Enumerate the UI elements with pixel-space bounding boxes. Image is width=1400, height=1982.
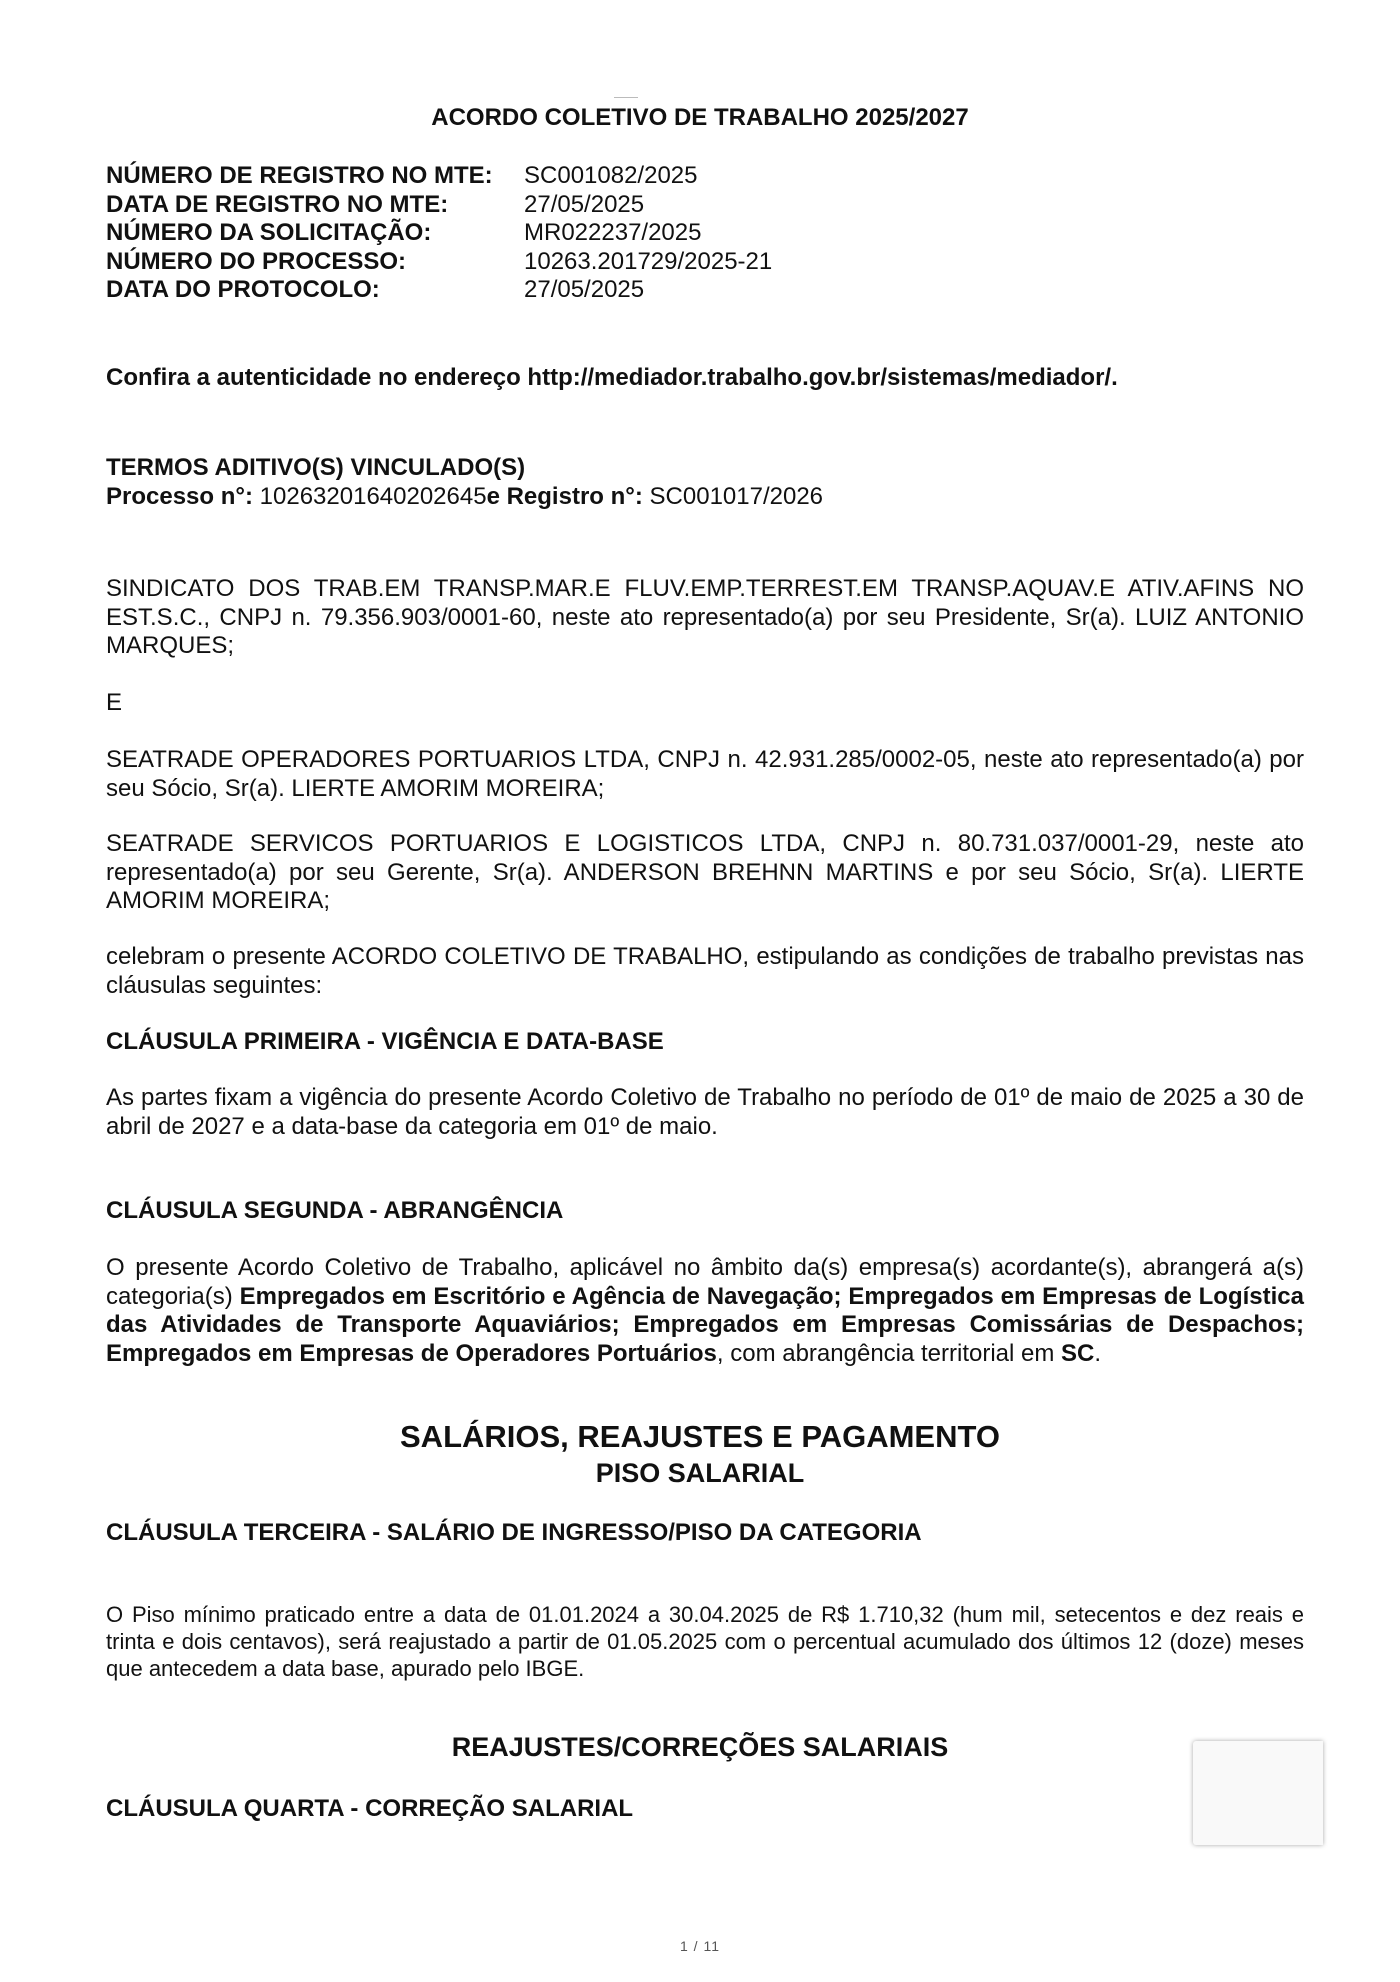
registro-label: e Registro n°: bbox=[486, 483, 643, 510]
clause-2-categories: Empregados em Escritório e Agência de Navegação; Empregados em Empresas de Logística das Atividades de Transporte Aquaviários; Empregados em Empresas Comissárias de Despachos; Empregados em Empresas de Operadores Portuários bbox=[106, 1282, 1304, 1367]
registration-value: 27/05/2025 bbox=[524, 276, 645, 303]
party-conjunction: E bbox=[106, 689, 123, 716]
clause-1-text: As partes fixam a vigência do presente Acordo Coletivo de Trabalho no período de 01º de maio de 2025 a 30 de abril de 2027 e a data-base da categoria em 01º de maio. bbox=[106, 1084, 1304, 1140]
registration-label: NÚMERO DO PROCESSO: bbox=[106, 247, 407, 275]
registration-row bbox=[106, 276, 772, 305]
registration-label: NÚMERO DE REGISTRO NO MTE: bbox=[106, 162, 493, 189]
party-company-2: SEATRADE SERVICOS PORTUARIOS E LOGISTICOS LTDA, CNPJ n. 80.731.037/0001-29, neste ato representado(a) por seu Gerente, Sr(a). ANDERSON BREHNN MARTINS e por seu Sócio, Sr(a). LIERTE AMORIM MOREIRA; bbox=[106, 830, 1304, 914]
clause-2-territory: SC bbox=[1061, 1339, 1095, 1367]
aditivo-heading: TERMOS ADITIVO(S) VINCULADO(S) bbox=[106, 454, 526, 481]
registration-value: 10263.201729/2025-21 bbox=[524, 247, 773, 275]
registration-row bbox=[106, 162, 772, 191]
registration-label: NÚMERO DA SOLICITAÇÃO: bbox=[106, 219, 432, 246]
registration-row bbox=[106, 219, 772, 248]
party-company-1: SEATRADE OPERADORES PORTUARIOS LTDA, CNPJ n. 42.931.285/0002-05, neste ato representado(a) por seu Sócio, Sr(a). LIERTE AMORIM MOREIRA; bbox=[106, 746, 1304, 802]
clause-2-title: CLÁUSULA SEGUNDA - ABRANGÊNCIA bbox=[106, 1197, 564, 1224]
aditivo-line bbox=[106, 482, 823, 511]
authenticity-notice: Confira a autenticidade no endereço http://mediador.trabalho.gov.br/sistemas/mediador/. bbox=[106, 364, 1118, 391]
section-title-salarios: SALÁRIOS, REAJUSTES E PAGAMENTO bbox=[400, 1419, 1000, 1454]
registration-value: 27/05/2025 bbox=[524, 190, 645, 218]
header-divider bbox=[614, 97, 638, 98]
aditivo-block bbox=[106, 453, 823, 511]
clause-2-text-start: O presente Acordo Coletivo de Trabalho, aplicável no âmbito da(s) empresa(s) acordante(s), abrangerá a(s) categoria(s) bbox=[106, 1254, 1304, 1310]
processo-label: Processo n°: bbox=[106, 483, 253, 510]
clause-2-text bbox=[106, 1254, 1304, 1368]
clause-3-title: CLÁUSULA TERCEIRA - SALÁRIO DE INGRESSO/PISO DA CATEGORIA bbox=[106, 1519, 922, 1546]
clause-2-text-mid: , com abrangência territorial em bbox=[716, 1339, 1062, 1367]
party-sindicato: SINDICATO DOS TRAB.EM TRANSP.MAR.E FLUV.EMP.TERREST.EM TRANSP.AQUAV.E ATIV.AFINS NO EST.S.C., CNPJ n. 79.356.903/0001-60, neste ato representado(a) por seu Presidente, Sr(a). LUIZ ANTONIO MARQUES; bbox=[106, 575, 1304, 659]
recaptcha-badge[interactable] bbox=[1193, 1741, 1323, 1845]
clause-1-title: CLÁUSULA PRIMEIRA - VIGÊNCIA E DATA-BASE bbox=[106, 1028, 664, 1055]
registration-value: SC001082/2025 bbox=[524, 162, 698, 189]
registration-info bbox=[106, 162, 772, 305]
document-title: ACORDO COLETIVO DE TRABALHO 2025/2027 bbox=[431, 104, 969, 131]
registration-row bbox=[106, 248, 772, 277]
clause-3-text: O Piso mínimo praticado entre a data de 01.01.2024 a 30.04.2025 de R$ 1.710,32 (hum mil, setecentos e dez reais e trinta e dois centavos), será reajustado a partir de 01.05.2025 com o percentual acumulado dos últimos 12 (doze) meses que antecedem a data base, apurado pelo IBGE. bbox=[106, 1602, 1304, 1681]
subsection-title-reajustes: REAJUSTES/CORREÇÕES SALARIAIS bbox=[451, 1732, 949, 1762]
registro-value: SC001017/2026 bbox=[649, 483, 824, 510]
processo-value: 10263201640202645 bbox=[259, 483, 487, 510]
registration-row bbox=[106, 191, 772, 220]
registration-label: DATA DE REGISTRO NO MTE: bbox=[106, 190, 449, 218]
clause-4-title: CLÁUSULA QUARTA - CORREÇÃO SALARIAL bbox=[106, 1795, 634, 1822]
page-number: 1 / 11 bbox=[680, 1938, 720, 1954]
registration-value: MR022237/2025 bbox=[524, 219, 702, 246]
subsection-title-piso: PISO SALARIAL bbox=[595, 1458, 805, 1488]
clause-2-text-end: . bbox=[1094, 1339, 1102, 1367]
registration-label: DATA DO PROTOCOLO: bbox=[106, 276, 380, 303]
celebram-paragraph: celebram o presente ACORDO COLETIVO DE TRABALHO, estipulando as condições de trabalho previstas nas cláusulas seguintes: bbox=[106, 943, 1304, 999]
